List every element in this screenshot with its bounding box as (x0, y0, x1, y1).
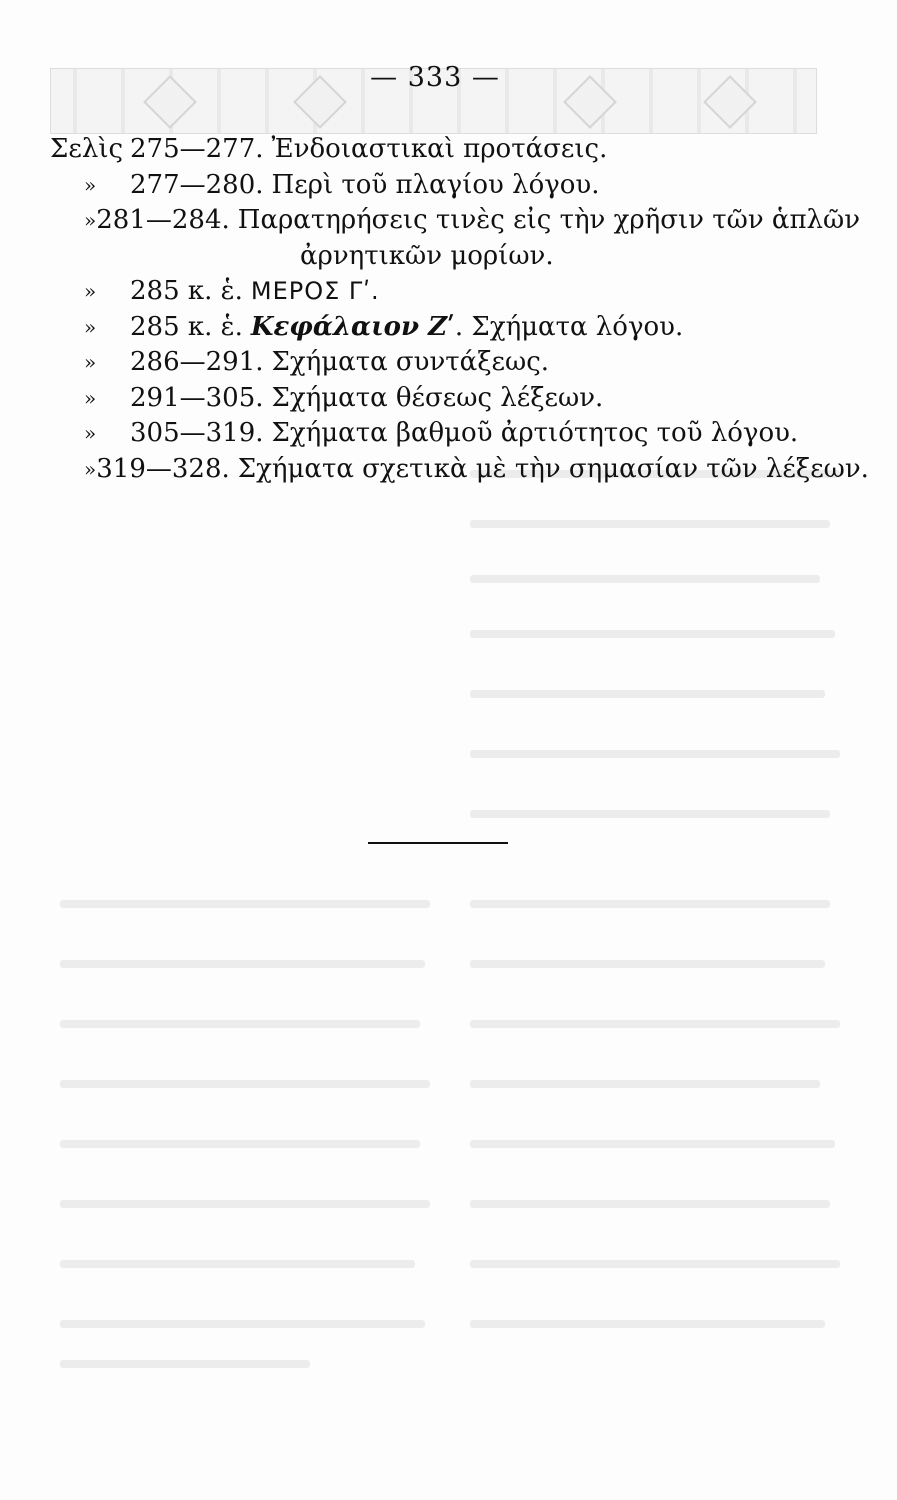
toc-ditto-mark: » (84, 172, 97, 197)
toc-entry (50, 310, 850, 346)
toc-pages: 291—305. (130, 382, 264, 413)
toc-title-text: ΜΕΡΟΣ Γʹ. (250, 277, 380, 305)
toc-entry (50, 168, 850, 204)
toc-title-text: Σχήματα θέσεως λέξεων. (271, 382, 604, 413)
toc-title (264, 168, 600, 204)
toc-pages: 281—284. (96, 205, 230, 235)
toc-prefix: Σελὶς (50, 134, 124, 164)
toc-entry (50, 416, 850, 452)
toc-pages: 285 κ. ἑ. (130, 276, 243, 306)
chapter-label: Κεφάλαιον Ζʹ (250, 311, 455, 342)
toc-title-text: Ἐνδοιαστικαὶ προτάσεις. (271, 134, 608, 164)
toc-title (264, 381, 604, 417)
toc-pages: 319—328. (96, 453, 230, 484)
toc-ditto-mark: » (84, 385, 97, 410)
toc-title-text: Σχήματα συντάξεως. (271, 347, 550, 377)
toc-entry (50, 452, 869, 488)
toc-entry-continuation (50, 239, 850, 275)
toc-title (264, 345, 550, 381)
toc-title (243, 274, 380, 310)
toc-ditto-mark: » (84, 350, 97, 374)
toc-entry (50, 132, 850, 168)
toc-title-text: Σχήματα βαθμοῦ ἀρτιότητος τοῦ λόγου. (271, 418, 799, 448)
toc-ditto-mark: » (84, 456, 97, 481)
toc-ditto-mark: » (84, 421, 97, 445)
table-of-contents (50, 132, 869, 487)
toc-title-text: Σχήματα σχετικὰ μὲ τὴν σημασίαν τῶν λέξεων. (237, 453, 869, 484)
toc-title (243, 310, 683, 346)
toc-pages: 277—280. (130, 169, 264, 200)
toc-entry (50, 274, 850, 310)
toc-title (230, 203, 860, 239)
toc-ditto-mark: » (84, 279, 97, 303)
toc-title (264, 132, 608, 168)
toc-title-continuation: ἀρνητικῶν μορίων. (300, 240, 554, 271)
toc-title-text: Περὶ τοῦ πλαγίου λόγου. (271, 169, 600, 200)
toc-entry (50, 345, 850, 381)
toc-title (230, 452, 869, 488)
toc-pages: 285 κ. ἑ. (130, 311, 243, 342)
end-rule-divider (368, 842, 508, 844)
toc-title (264, 416, 799, 452)
toc-ditto-mark: » (84, 208, 97, 232)
toc-ditto-mark: » (84, 314, 97, 339)
toc-title-text: . Σχήματα λόγου. (454, 311, 684, 342)
toc-pages: 275—277. (130, 134, 264, 164)
toc-pages: 286—291. (130, 347, 264, 377)
toc-title-text: Παρατηρήσεις τινὲς εἰς τὴν χρῆσιν τῶν ἁπλῶν (237, 205, 861, 235)
page-number: — 333 — (370, 62, 500, 93)
toc-entry (50, 381, 850, 417)
toc-pages: 305—319. (130, 418, 264, 448)
toc-entry (50, 203, 861, 239)
